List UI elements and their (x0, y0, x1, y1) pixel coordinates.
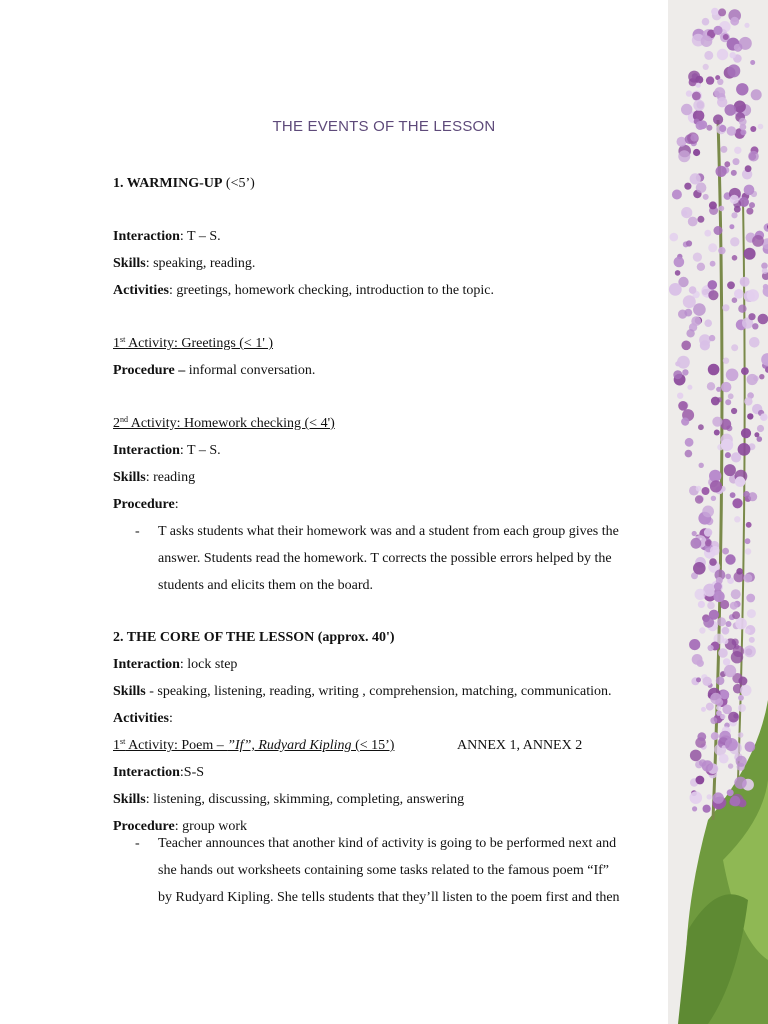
lilac-blossom (725, 554, 735, 564)
lilac-blossom (758, 124, 764, 130)
activity2-procedure-line: students and elicits them on the board. (158, 578, 374, 593)
lilac-blossom (693, 253, 702, 262)
lilac-blossom (699, 463, 704, 468)
lilac-blossom (729, 224, 734, 229)
activity2-interaction (113, 442, 221, 460)
lilac-blossom (750, 60, 755, 65)
lilac-blossom (690, 750, 702, 762)
lilac-blossom (701, 35, 713, 47)
lilac-blossom (746, 522, 752, 528)
lilac-blossom (738, 305, 746, 313)
lilac-blossom (747, 609, 756, 618)
poem-name: ”If”, Rudyard Kipling (227, 738, 352, 753)
lilac-blossom (699, 627, 705, 633)
lilac-blossom (697, 263, 705, 271)
lilac-blossom (743, 491, 750, 498)
lilac-blossom (692, 92, 701, 101)
lilac-blossom (697, 216, 704, 223)
warmup-time: (<5’) (222, 176, 255, 191)
activity1-title (113, 335, 273, 353)
lilac-blossom (695, 495, 703, 503)
lilac-blossom (732, 255, 738, 261)
lilac-blossom (706, 76, 714, 84)
lilac-blossom (681, 104, 692, 115)
ordinal: st (120, 335, 126, 344)
lilac-blossom (731, 344, 738, 351)
lilac-blossom (727, 126, 737, 136)
lilac-blossom (749, 337, 760, 348)
lilac-blossom (670, 233, 679, 242)
lilac-blossom (717, 617, 726, 626)
lilac-blossom (704, 51, 713, 60)
lilac-blossom (738, 695, 744, 701)
lilac-blossom (717, 444, 723, 450)
lilac-blossom (685, 438, 694, 447)
lilac-blossom (722, 548, 729, 555)
lilac-blossom (757, 436, 763, 442)
label: Procedure (113, 497, 175, 512)
warmup-heading-line (113, 175, 255, 193)
core-procedure-line: by Rudyard Kipling. She tells students that they’ll listen to the poem first and then (158, 890, 620, 905)
value: : greetings, homework checking, introduction to the topic. (168, 283, 495, 298)
lilac-blossom (708, 243, 717, 252)
lilac-blossom (702, 18, 710, 26)
lilac-blossom (704, 319, 712, 327)
core-interaction (113, 656, 237, 674)
warmup-skills (113, 255, 255, 273)
lilac-blossom (732, 498, 742, 508)
lilac-blossom (744, 23, 749, 28)
lilac-blossom (712, 417, 722, 427)
label: Skills (113, 256, 146, 271)
lilac-blossom (702, 760, 713, 771)
lilac-blossom (738, 732, 744, 738)
lilac-blossom (741, 367, 749, 375)
lilac-blossom (691, 316, 701, 326)
lilac-blossom (686, 240, 692, 246)
lilac-blossom (720, 714, 725, 719)
lilac-blossom (707, 794, 712, 799)
lilac-blossom (720, 146, 727, 153)
lilac-blossom (717, 79, 723, 85)
lilac-blossom (719, 125, 726, 132)
lilac-blossom (744, 248, 756, 260)
lilac-blossom (708, 364, 720, 376)
core-procedure (113, 818, 247, 836)
lilac-blossom (749, 202, 755, 208)
lilac-blossom (727, 281, 735, 289)
num: 2 (113, 416, 120, 431)
value: : speaking, reading. (145, 256, 256, 271)
lilac-blossom (700, 340, 710, 350)
lilac-blossom (678, 150, 690, 162)
lilac-blossom (710, 546, 720, 556)
lilac-blossom (762, 268, 768, 274)
lilac-blossom (698, 601, 705, 608)
lilac-blossom (739, 37, 752, 50)
lilac-blossom (757, 425, 764, 432)
lilac-blossom (724, 161, 730, 167)
lilac-blossom (740, 685, 751, 696)
lilac-blossom (730, 237, 739, 246)
lilac-blossom (713, 26, 722, 35)
lilac-blossom (711, 732, 719, 740)
lilac-blossom (745, 165, 752, 172)
core-skills (113, 683, 612, 701)
warmup-activities (113, 282, 494, 300)
lilac-blossom (721, 382, 731, 392)
lilac-blossom (708, 645, 714, 651)
lilac-blossom (738, 704, 746, 712)
lilac-blossom (736, 756, 747, 767)
lilac-blossom (731, 408, 737, 414)
lilac-blossom (685, 450, 693, 458)
lilac-blossom (758, 314, 768, 325)
lilac-blossom (716, 676, 725, 685)
lilac-blossom (730, 17, 739, 26)
activity2-procedure-line: T asks students what their homework was and a student from each group gives the (158, 524, 619, 539)
value: : reading (145, 470, 196, 485)
lilac-blossom (698, 424, 704, 430)
lilac-blossom (714, 430, 720, 436)
lilac-blossom (745, 742, 756, 753)
lilac-blossom (738, 677, 747, 686)
lilac-blossom (747, 289, 759, 301)
value: :S-S (179, 765, 205, 780)
lilac-blossom (686, 329, 694, 337)
lilac-blossom (718, 247, 725, 254)
lilac-blossom (740, 124, 747, 131)
lilac-blossom (709, 558, 717, 566)
lilac-blossom (719, 754, 729, 764)
lilac-blossom (747, 413, 753, 419)
lilac-blossom (724, 665, 736, 677)
lilac-blossom (728, 393, 734, 399)
lilac-blossom (688, 217, 698, 227)
lilac-blossom (710, 693, 721, 704)
lilac-blossom (687, 385, 692, 390)
lilac-blossom (727, 64, 740, 77)
lilac-blossom (675, 270, 681, 276)
lilac-blossom (736, 83, 748, 95)
lilac-blossom (708, 280, 718, 290)
lilac-blossom (746, 594, 755, 603)
lilac-blossom (682, 369, 688, 375)
lilac-blossom (704, 528, 712, 536)
lilac-blossom (732, 297, 738, 303)
lilac-blossom (691, 538, 702, 549)
colon: : (168, 711, 173, 726)
lilac-blossom (718, 648, 728, 658)
lilac-blossom (701, 707, 706, 712)
value: : T – S. (179, 229, 221, 244)
lilac-blossom (669, 283, 682, 296)
poem-activity-title (113, 737, 394, 755)
lilac-blossom (696, 83, 701, 88)
lilac-blossom (702, 677, 711, 686)
lilac-blossom (681, 207, 692, 218)
warmup-interaction (113, 228, 221, 246)
lilac-blossom (723, 34, 729, 40)
lilac-blossom (702, 487, 710, 495)
lilac-blossom (722, 627, 730, 635)
lilac-blossom (731, 212, 737, 218)
num: 1 (113, 336, 120, 351)
lilac-blossom (714, 582, 722, 590)
lilac-blossom (693, 100, 704, 111)
activity2-skills (113, 469, 195, 487)
label: Skills (113, 792, 146, 807)
core-procedure-line: she hands out worksheets containing some tasks related to the famous poem “If” (158, 863, 609, 878)
lilac-blossom (749, 637, 755, 643)
lilac-blossom (724, 464, 736, 476)
lilac-blossom (711, 397, 720, 406)
lilac-blossom (696, 776, 705, 785)
lilac-blossom (717, 49, 728, 60)
lilac-blossom (684, 183, 691, 190)
lilac-blossom (744, 397, 752, 405)
lilac-blossom (681, 341, 691, 351)
lilac-blossom (726, 621, 732, 627)
lilac-blossom (710, 261, 716, 267)
lilac-blossom (693, 303, 706, 316)
lilac-blossom (752, 235, 764, 247)
lilac-blossom (730, 796, 741, 807)
lilac-blossom (714, 87, 725, 98)
lilac-blossom (727, 789, 734, 796)
lilac-blossom (714, 226, 723, 235)
lilac-blossom (695, 589, 706, 600)
lilac-blossom (730, 195, 739, 204)
lilac-blossom (684, 309, 692, 317)
lilac-flowers-image (668, 0, 768, 1024)
lilac-blossom (745, 628, 751, 634)
lilac-blossom (735, 618, 747, 630)
lilac-blossom (693, 149, 700, 156)
lilac-blossom (735, 476, 746, 487)
lilac-blossom (707, 382, 715, 390)
lilac-blossom (703, 805, 711, 813)
lilac-blossom (716, 166, 727, 177)
lilac-blossom (744, 185, 755, 196)
lilac-blossom (736, 568, 743, 575)
label: Skills (113, 684, 146, 699)
lilac-blossom (707, 602, 715, 610)
lilac-blossom (744, 645, 756, 657)
lilac-blossom (752, 323, 758, 329)
ordinal: nd (120, 415, 128, 424)
lilac-blossom (748, 313, 755, 320)
lilac-blossom (692, 531, 697, 536)
lilac-blossom (672, 190, 682, 200)
lilac-blossom (710, 480, 722, 492)
core-interaction-2 (113, 764, 204, 782)
lilac-blossom (675, 361, 680, 366)
value: : listening, discussing, skimming, completing, answering (145, 792, 465, 807)
annex-reference: ANNEX 1, ANNEX 2 (457, 738, 583, 753)
lilac-blossom (730, 492, 736, 498)
title: Activity: Homework checking (< 4') (128, 416, 335, 431)
lilac-blossom (746, 208, 753, 215)
bullet-dash: - (135, 524, 140, 539)
lilac-blossom (717, 97, 727, 107)
label: Procedure (113, 819, 175, 834)
lilac-blossom (719, 206, 725, 212)
label: Interaction (113, 657, 180, 672)
lilac-blossom (734, 777, 746, 789)
lilac-blossom (711, 8, 719, 16)
lilac-blossom (689, 639, 700, 650)
lilac-blossom (722, 304, 729, 311)
lilac-blossom (722, 705, 732, 715)
lilac-blossom (723, 658, 730, 665)
ordinal: st (120, 737, 126, 746)
lilac-blossom (726, 369, 739, 382)
lilac-blossom (703, 617, 714, 628)
lilac-blossom (725, 104, 737, 116)
lilac-blossom (744, 574, 753, 583)
lilac-blossom (696, 486, 702, 492)
lilac-blossom (683, 295, 696, 308)
lilac-blossom (681, 418, 689, 426)
lilac-blossom (710, 717, 717, 724)
lilac-blossom (709, 201, 717, 209)
value: informal conversation. (185, 363, 316, 378)
activity2-procedure-line: answer. Students read the homework. T corrects the possible errors helped by the (158, 551, 612, 566)
lilac-blossom (747, 374, 758, 385)
label: Activities (113, 283, 169, 298)
bullet-dash: - (135, 836, 140, 851)
lilac-blossom (689, 286, 697, 294)
lilac-blossom (734, 516, 740, 522)
lilac-blossom (760, 413, 768, 421)
activity2-title (113, 415, 335, 433)
lilac-blossom (702, 506, 714, 518)
lilac-blossom (730, 602, 738, 610)
lilac-blossom (709, 335, 715, 341)
lilac-blossom (740, 277, 750, 287)
lilac-blossom (714, 591, 725, 602)
label: Activities (113, 711, 169, 726)
time: (< 15’) (351, 738, 395, 753)
label: Procedure – (113, 363, 186, 378)
lilac-blossom (730, 52, 736, 58)
page-title: THE EVENTS OF THE LESSON (272, 118, 496, 135)
lilac-blossom (731, 651, 743, 663)
label: Skills (113, 470, 146, 485)
core-activities (113, 710, 173, 728)
lilac-blossom (733, 158, 740, 165)
lilac-flowers-drawing (668, 0, 768, 1024)
lilac-blossom (732, 611, 740, 619)
lilac-blossom (692, 654, 703, 665)
label: Interaction (113, 229, 180, 244)
lilac-blossom (722, 638, 728, 644)
lilac-blossom (709, 470, 721, 482)
lilac-blossom (748, 151, 759, 162)
value: : group work (174, 819, 248, 834)
value: : lock step (179, 657, 238, 672)
colon: : (174, 497, 179, 512)
lilac-blossom (688, 71, 700, 83)
lilac-blossom (731, 452, 741, 462)
value: - speaking, listening, reading, writing , comprehension, matching, communication. (145, 684, 612, 699)
lilac-blossom (693, 562, 706, 575)
lilac-blossom (731, 589, 741, 599)
lilac-blossom (706, 125, 712, 131)
core-procedure-line: Teacher announces that another kind of activity is going to be performed next and (158, 836, 617, 851)
lilac-blossom (725, 452, 731, 458)
lilac-blossom (678, 401, 688, 411)
lilac-blossom (750, 126, 756, 132)
lilac-blossom (673, 370, 682, 379)
lilac-blossom (725, 574, 731, 580)
core-heading: 2. THE CORE OF THE LESSON (approx. 40') (113, 630, 395, 645)
lilac-blossom (706, 703, 714, 711)
lilac-blossom (734, 147, 741, 154)
lilac-blossom (674, 257, 685, 268)
title: Activity: Greetings (< 1' ) (125, 336, 274, 351)
lilac-blossom (723, 358, 729, 364)
lilac-blossom (725, 399, 731, 405)
label: Interaction (113, 443, 180, 458)
lilac-blossom (703, 64, 709, 70)
lilac-blossom (696, 677, 701, 682)
lilac-blossom (745, 548, 751, 554)
lilac-blossom (745, 538, 751, 544)
lilac-blossom (690, 134, 698, 142)
value: : T – S. (179, 443, 221, 458)
lilac-blossom (718, 8, 726, 16)
lilac-blossom (704, 230, 711, 237)
lilac-blossom (759, 374, 764, 379)
core-skills-2 (113, 791, 464, 809)
lilac-blossom (711, 496, 716, 501)
lilac-blossom (731, 170, 737, 176)
warmup-heading: 1. WARMING-UP (113, 176, 223, 191)
lilac-blossom (697, 732, 706, 741)
lilac-blossom (690, 791, 703, 804)
lilac-blossom (677, 393, 683, 399)
lilac-blossom (751, 89, 762, 100)
lilac-blossom (734, 289, 744, 299)
lilac-blossom (741, 428, 751, 438)
num: 1 (113, 738, 120, 753)
lilac-blossom (713, 792, 724, 803)
lilac-blossom (725, 738, 738, 751)
lilac-blossom (703, 194, 709, 200)
lilac-blossom (705, 540, 712, 547)
lilac-blossom (728, 763, 733, 768)
lilac-blossom (696, 121, 705, 130)
lilac-blossom (716, 387, 721, 392)
lilac-blossom (686, 90, 692, 96)
lilac-blossom (713, 114, 723, 124)
activity2-procedure (113, 496, 179, 514)
lilac-blossom (692, 806, 697, 811)
activity1-procedure (113, 362, 315, 380)
prefix: Activity: Poem – (125, 738, 228, 753)
lilac-blossom (696, 111, 704, 119)
lilac-blossom (690, 173, 701, 184)
label: Interaction (113, 765, 180, 780)
lilac-blossom (708, 290, 718, 300)
